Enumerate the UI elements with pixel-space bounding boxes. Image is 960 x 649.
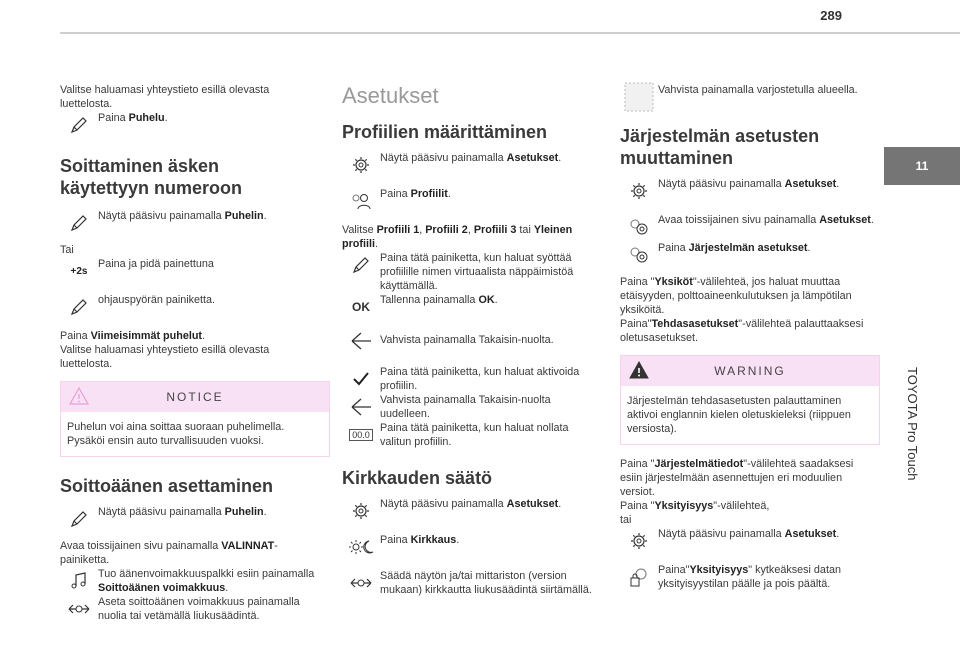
instruction-row: Vahvista painamalla Takaisin-nuolta uudelleen. [342,393,600,421]
instruction-row: Paina Järjestelmän asetukset. [620,241,878,269]
section-heading: Profiilien määrittäminen [342,122,548,142]
notice-box [60,381,330,457]
warning-header: WARNING [621,356,879,386]
instruction-row: Näytä pääsivu painamalla Asetukset. [342,497,600,525]
paragraph: Paina Viimeisimmät puhelut. [60,330,206,342]
instruction-row: +2s Paina ja pidä painettuna [60,257,328,285]
ok-button-icon: OK [352,300,370,314]
page-section-title: Asetukset [342,83,439,108]
paragraph: Paina "Järjestelmätiedot"-välilehteä saadaksesi esiin järjestelmään asennettujen eri moduulien versiot. [620,458,854,498]
paragraph: Paina"Tehdasasetukset"-välilehteä palauttaaksesi oletusasetukset. [620,318,864,344]
instruction-row: Paina tätä painiketta, kun haluat aktivoida profiilin. [342,365,600,393]
gear-icon [620,177,658,205]
paragraph: Paina "Yksityisyys"-välilehteä, [620,500,770,512]
paragraph: Tai [60,244,74,256]
slider-arrows-icon [342,569,380,597]
paragraph: Valitse Profiili 1, Profiili 2, Profiili 3 tai Yleinen profiili. [342,224,573,250]
header-rule [60,32,960,34]
instruction-row: Näytä pääsivu painamalla Puhelin. [60,209,328,237]
section-heading: Soittoäänen asettaminen [60,476,274,496]
gear-icon [342,151,380,179]
notice-header: NOTICE [61,382,329,412]
instruction-row: Näytä pääsivu painamalla Asetukset. [342,151,600,179]
warning-triangle-icon [69,387,89,408]
paragraph: Valitse haluamasi yhteystieto esillä olevasta luettelosta. [60,344,270,370]
gear-icon [620,527,658,555]
steering-button-icon: +2s [70,265,88,277]
music-note-icon [60,567,98,595]
back-arrow-icon [342,393,380,421]
instruction-row: ohjauspyörän painiketta. [60,293,328,321]
instruction-row: Vahvista painamalla Takaisin-nuolta. [342,327,600,355]
instruction-row: Avaa toissijainen sivu painamalla Asetukset. [620,213,878,241]
pen-icon [60,209,98,237]
instruction-row: Näytä pääsivu painamalla Asetukset. [620,177,878,205]
instruction-row: 00.0 Paina tätä painiketta, kun haluat nollata valitun profiilin. [342,421,600,449]
privacy-icon [620,563,658,591]
pen-icon [60,111,98,139]
column-3 [620,83,878,591]
warning-box [620,355,880,445]
warning-triangle-icon [629,361,649,382]
slider-arrows-icon [60,595,98,623]
instruction-row: Näytä pääsivu painamalla Asetukset. [620,527,878,555]
brightness-icon [342,533,380,561]
section-heading: Järjestelmän asetusten muuttaminen [620,126,820,168]
notice-text: Puhelun voi aina soittaa suoraan puhelimella. Pysäköi ensin auto turvallisuuden vuoksi. [67,421,285,447]
column-1 [60,83,328,623]
checkmark-icon [342,365,380,393]
section-heading: Soittaminen äsken käytettyyn numeroon [60,156,243,198]
column-2 [342,83,600,597]
paragraph: Avaa toissijainen sivu painamalla VALINNAT-painiketta. [60,540,278,566]
instruction-row: Näytä pääsivu painamalla Puhelin. [60,505,328,533]
instruction-row: Tuo äänenvoimakkuuspalkki esiin painamalla Soittoäänen voimakkuus. [60,567,328,595]
instruction-row: Paina Profiilit. [342,187,600,215]
double-gear-icon [620,241,658,269]
chapter-tab[interactable]: 11 [884,147,960,185]
chapter-title: TOYOTA Pro Touch [905,367,920,481]
instruction-row: Paina Kirkkaus. [342,533,600,561]
paragraph: Valitse haluamasi yhteystieto esillä olevasta luettelosta. [60,84,270,110]
instruction-row: Paina Puhelu. [60,111,328,139]
profiles-icon [342,187,380,215]
paragraph: Paina "Yksiköt"-välilehteä, jos haluat muuttaa etäisyyden, polttoaineenkulutuksen ja lämpötilan yksiköitä. [620,276,852,316]
warning-text: Järjestelmän tehdasasetusten palauttaminen aktivoi englannin kielen oletuskieleksi (riippuen versiosta). [627,395,851,435]
section-heading: Kirkkauden säätö [342,468,493,488]
pen-icon [342,251,380,279]
back-arrow-icon [342,327,380,355]
instruction-row: OK Tallenna painamalla OK. [342,293,600,321]
instruction-row: Vahvista painamalla varjostetulla alueella. [620,83,878,111]
double-gear-icon [620,213,658,241]
gear-icon [342,497,380,525]
pen-icon [60,505,98,533]
chapter-sidebar [884,147,960,649]
instruction-row: Säädä näytön ja/tai mittariston (version mukaan) kirkkautta liukusäädintä siirtämällä. [342,569,600,597]
shaded-area-icon [620,83,658,111]
paragraph: tai [620,514,632,526]
page-number: 289 [820,8,842,23]
reset-icon: 00.0 [342,421,380,449]
instruction-row: Paina"Yksityisyys" kytkeäksesi datan yksityisyystilan päälle ja pois päältä. [620,563,878,591]
instruction-row: Aseta soittoäänen voimakkuus painamalla nuolia tai vetämällä liukusäädintä. [60,595,328,623]
instruction-row: Paina tätä painiketta, kun haluat syöttää profiilille nimen virtuaalista näppäimistöä käyttämällä. [342,251,600,293]
pen-icon [60,293,98,321]
